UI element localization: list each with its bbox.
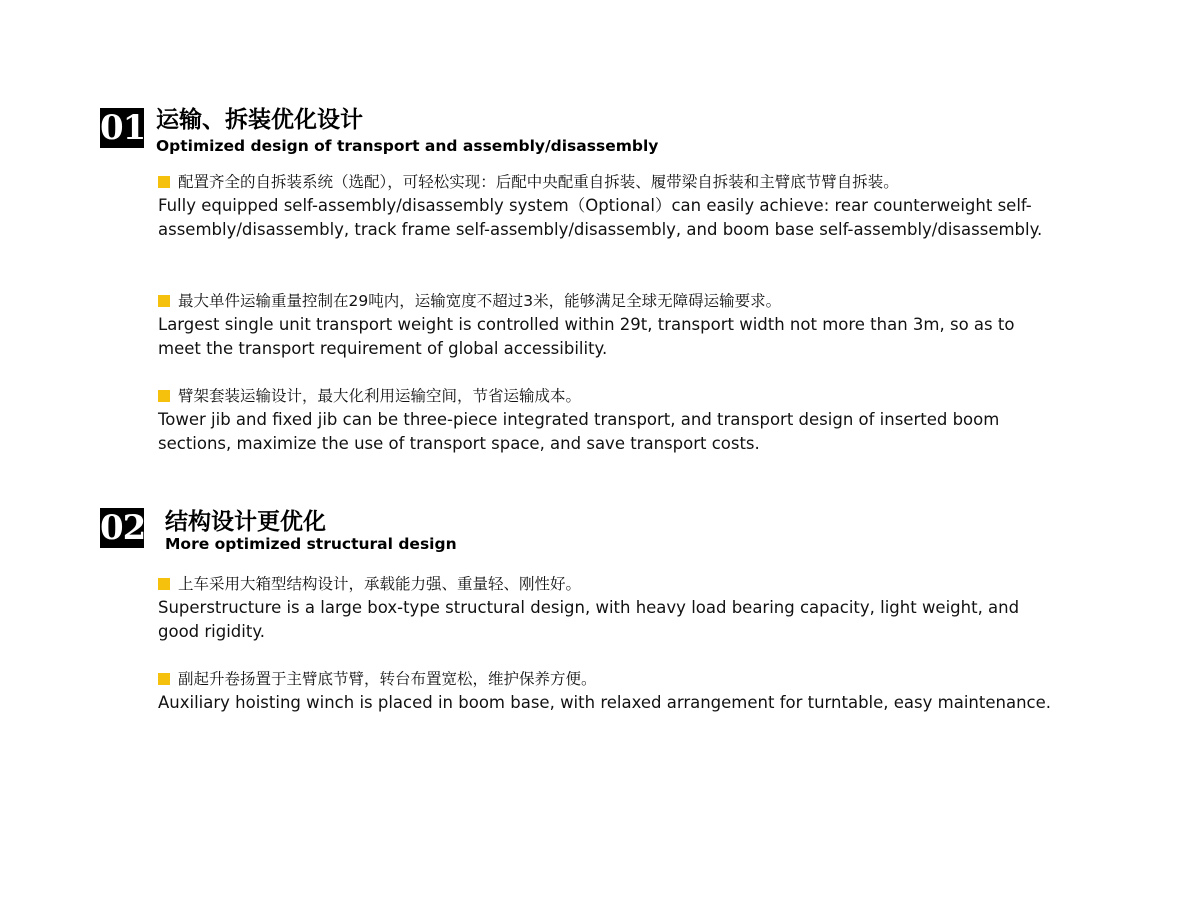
section-title-cn: 结构设计更优化 xyxy=(165,509,326,535)
item-text-en: Auxiliary hoisting winch is placed in boom base, with relaxed arrangement for turntable, easy maintenance. xyxy=(158,693,1051,712)
item-text-en: Superstructure is a large box-type structural design, with heavy load bearing capacity, light weight, and good rigidity. xyxy=(158,598,1020,641)
item-text-en: Fully equipped self-assembly/disassembly system（Optional）can easily achieve: rear counterweight self-assembly/disassembly, track frame self-assembly/disassembly, and boom base self-assembly/disassembly. xyxy=(158,196,1043,239)
item-text-cn: 最大单件运输重量控制在29吨内，运输宽度不超过3米，能够满足全球无障碍运输要求。 xyxy=(178,292,782,310)
list-item xyxy=(158,667,1058,715)
bullet-square-icon xyxy=(158,176,170,188)
section-number-badge: 02 xyxy=(100,508,146,548)
bullet-square-icon xyxy=(158,578,170,590)
bullet-square-icon xyxy=(158,390,170,402)
item-text-cn: 臂架套装运输设计，最大化利用运输空间，节省运输成本。 xyxy=(178,387,582,405)
section-number-badge: 01 xyxy=(100,108,146,148)
bullet-square-icon xyxy=(158,295,170,307)
list-item xyxy=(158,289,1058,361)
bullet-square-icon xyxy=(158,673,170,685)
list-item xyxy=(158,384,1058,456)
item-text-cn: 上车采用大箱型结构设计，承载能力强、重量轻、刚性好。 xyxy=(178,575,582,593)
item-text-cn: 配置齐全的自拆装系统（选配），可轻松实现：后配中央配重自拆装、履带梁自拆装和主臂底节臂自拆装。 xyxy=(178,173,899,191)
section-title-en: Optimized design of transport and assembly/disassembly xyxy=(156,137,659,155)
section-title-en: More optimized structural design xyxy=(165,535,457,553)
list-item xyxy=(158,572,1058,644)
section-title-cn: 运输、拆装优化设计 xyxy=(156,107,363,133)
list-item xyxy=(158,170,1058,242)
item-text-cn: 副起升卷扬置于主臂底节臂，转台布置宽松，维护保养方便。 xyxy=(178,670,597,688)
item-text-en: Largest single unit transport weight is controlled within 29t, transport width not more than 3m, so as to meet the transport requirement of global accessibility. xyxy=(158,315,1015,358)
item-text-en: Tower jib and fixed jib can be three-piece integrated transport, and transport design of inserted boom sections, maximize the use of transport space, and save transport costs. xyxy=(158,410,1000,453)
